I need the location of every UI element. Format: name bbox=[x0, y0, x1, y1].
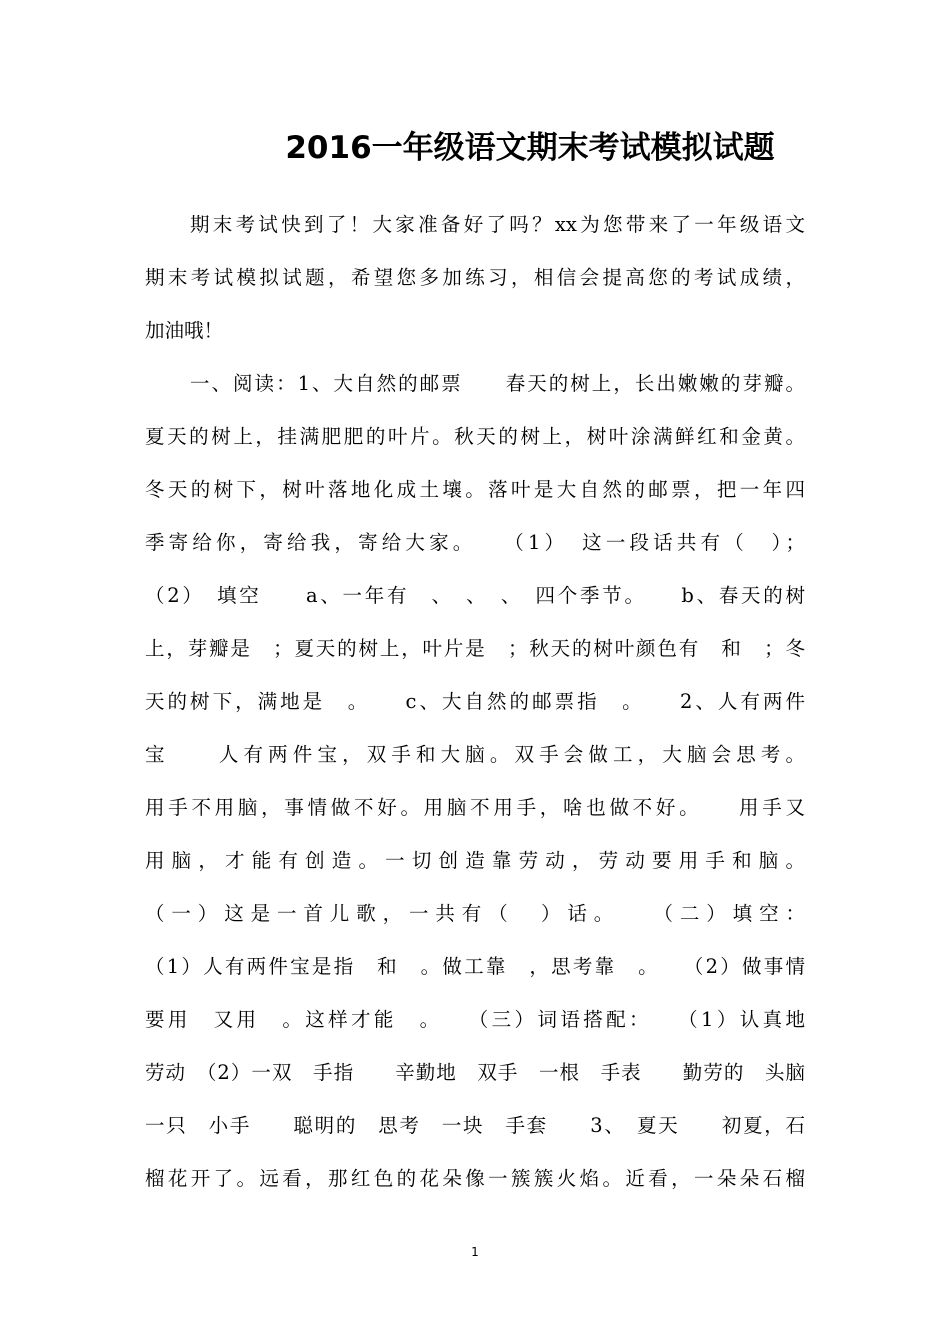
text-line: 一、阅读：1、大自然的邮票 春天的树上，长出嫩嫩的芽瓣。 bbox=[190, 372, 805, 395]
text-line: （2） 填空 a、一年有 、 、 、 四个季节。 b、春天的树 bbox=[145, 584, 805, 607]
document-body bbox=[145, 198, 805, 1205]
text-line: （一）这是一首儿歌，一共有（ ）话。 （二）填空： bbox=[145, 902, 805, 925]
text-line: 用手不用脑，事情做不好。用脑不用手，啥也做不好。 用手又 bbox=[145, 796, 805, 819]
text-line: 天的树下，满地是 。 c、大自然的邮票指 。 2、人有两件 bbox=[145, 690, 805, 713]
text-line: 夏天的树上，挂满肥肥的叶片。秋天的树上，树叶涂满鲜红和金黄。 bbox=[145, 425, 805, 448]
text-line: 劳动 （2）一双 手指 辛勤地 双手 一根 手表 勤劳的 头脑 bbox=[145, 1061, 805, 1084]
text-line: 上，芽瓣是 ；夏天的树上，叶片是 ；秋天的树叶颜色有 和 ；冬 bbox=[145, 637, 805, 660]
text-line: 榴花开了。远看，那红色的花朵像一簇簇火焰。近看，一朵朵石榴 bbox=[145, 1167, 805, 1190]
page-number: 1 bbox=[471, 1245, 479, 1259]
intro-line: 期末考试快到了！大家准备好了吗？xx为您带来了一年级语文 bbox=[190, 213, 805, 236]
text-line: 要用 又用 。这样才能 。 （三）词语搭配： （1）认真地 bbox=[145, 1008, 805, 1031]
intro-line: 期末考试模拟试题，希望您多加练习，相信会提高您的考试成绩， bbox=[145, 266, 805, 289]
text-line: 季寄给你，寄给我，寄给大家。 （1） 这一段话共有（ ）； bbox=[145, 531, 805, 554]
text-line: 用脑，才能有创造。一切创造靠劳动，劳动要用手和脑。 bbox=[145, 849, 805, 872]
text-line: 冬天的树下，树叶落地化成土壤。落叶是大自然的邮票，把一年四 bbox=[145, 478, 805, 501]
text-line: （1）人有两件宝是指 和 。做工靠 ，思考靠 。 （2）做事情 bbox=[145, 955, 805, 978]
document-title: 2016一年级语文期末考试模拟试题 bbox=[285, 130, 775, 166]
intro-line: 加油哦！ bbox=[145, 319, 224, 342]
text-line: 一只 小手 聪明的 思考 一块 手套 3、 夏天 初夏，石 bbox=[145, 1114, 805, 1137]
text-line: 宝 人有两件宝，双手和大脑。双手会做工，大脑会思考。 bbox=[145, 743, 805, 766]
